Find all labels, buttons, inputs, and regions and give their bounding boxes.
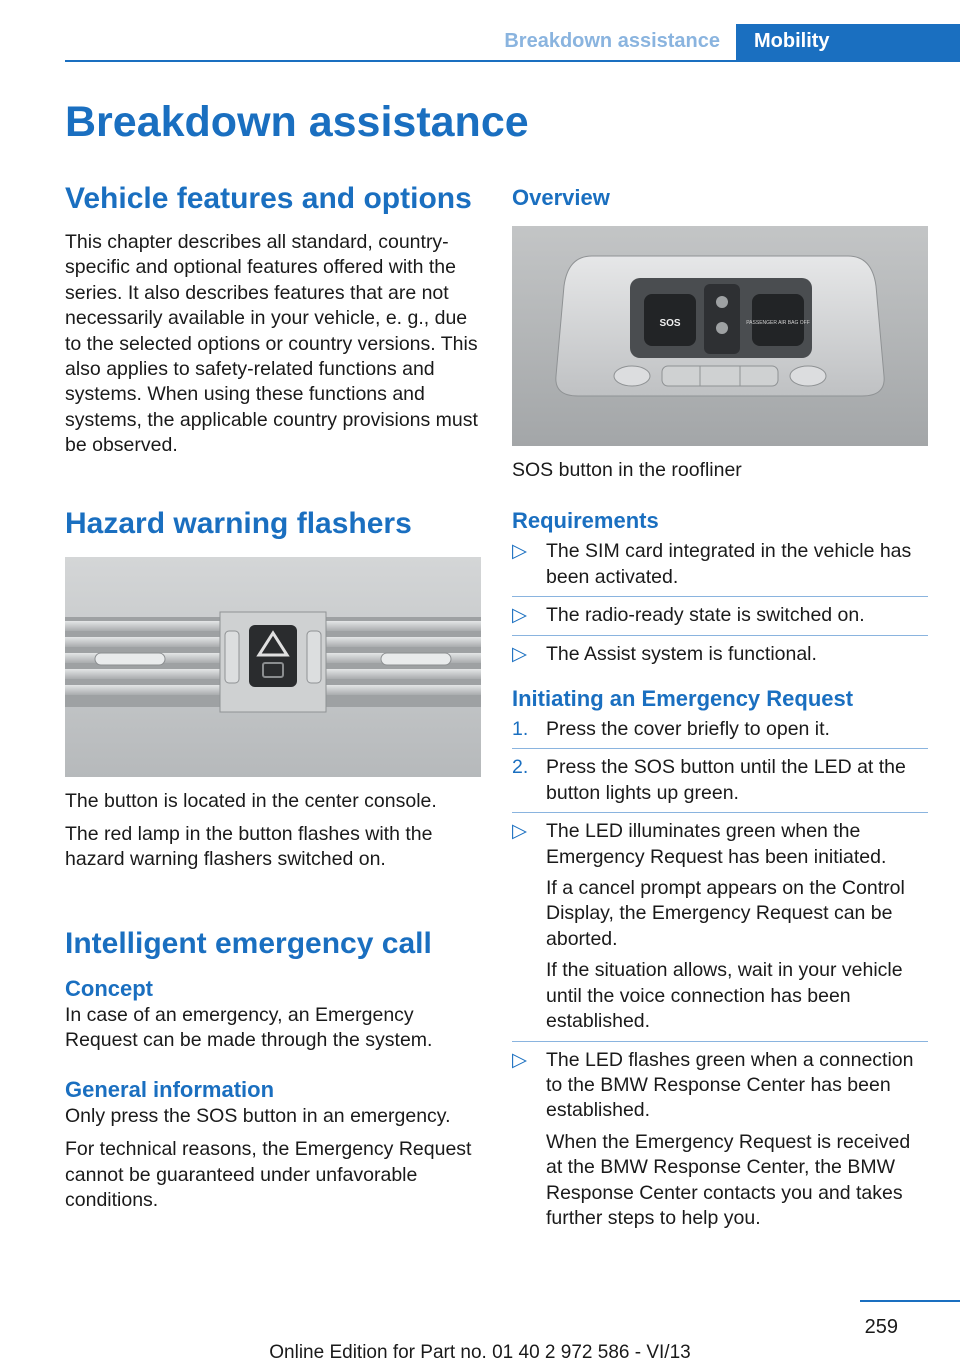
- note-sub-paragraph: When the Emergency Request is received at the BMW Response Center, the BMW Response Center contacts you and takes further steps to help you.: [546, 1130, 911, 1229]
- roofliner-illustration: [512, 226, 928, 446]
- list-divider: [512, 596, 928, 597]
- header-section-title: Breakdown assistance: [504, 30, 720, 52]
- right-column: [512, 180, 928, 1231]
- footer-rule: [860, 1300, 960, 1302]
- note-sub-paragraph: If a cancel prompt appears on the Control Display, the Emergency Request can be aborted.: [546, 877, 905, 950]
- sos-roofliner-image: [512, 226, 928, 446]
- hazard-caption-location: The button is located in the center console.: [65, 789, 437, 812]
- initiating-heading: Initiating an Emergency Request: [512, 686, 854, 712]
- requirement-text: The Assist system is functional.: [546, 642, 817, 665]
- edition-note: Online Edition for Part no. 01 40 2 972 586 - VI/13: [269, 1342, 691, 1362]
- list-item: [512, 819, 928, 870]
- list-item: [512, 717, 928, 742]
- emergency-call-heading: Intelligent emergency call: [65, 926, 432, 960]
- bullet-marker: ▷: [512, 540, 527, 563]
- list-item: [512, 755, 928, 806]
- step-marker: 1.: [512, 718, 529, 741]
- sos-button: [644, 294, 696, 346]
- step-text: Press the cover briefly to open it.: [546, 718, 830, 741]
- hazard-heading: Hazard warning flashers: [65, 506, 412, 540]
- hazard-console-illustration: [65, 557, 481, 777]
- left-column: [65, 180, 481, 1213]
- requirement-text: The SIM card integrated in the vehicle has been activated.: [546, 540, 912, 588]
- left-vent: [65, 617, 220, 707]
- general-info-p1: Only press the SOS button in an emergency.: [65, 1104, 451, 1127]
- list-item: [512, 1048, 928, 1124]
- steps-list: [512, 717, 928, 1231]
- list-divider: [512, 748, 928, 749]
- bullet-marker: ▷: [512, 642, 527, 665]
- requirements-heading: Requirements: [512, 508, 659, 534]
- vehicle-features-heading: Vehicle features and options: [65, 182, 472, 215]
- hazard-button-icon: [249, 625, 297, 687]
- concept-heading: Concept: [65, 975, 153, 1001]
- list-divider: [512, 812, 928, 813]
- bullet-marker: ▷: [512, 820, 527, 843]
- list-item: [512, 603, 928, 628]
- concept-body: In case of an emergency, an Emergency Request can be made through the system.: [65, 1003, 433, 1052]
- overview-heading: Overview: [512, 185, 610, 210]
- general-info-p2: For technical reasons, the Emergency Request cannot be guaranteed under unfavorable conditions.: [65, 1138, 472, 1211]
- page-header: [0, 24, 960, 62]
- header-chapter-tab: Mobility: [736, 24, 960, 62]
- bullet-marker: ▷: [512, 1048, 527, 1071]
- general-info-heading: General information: [65, 1076, 275, 1102]
- step-marker: 2.: [512, 756, 529, 779]
- bullet-marker: ▷: [512, 604, 527, 627]
- airbag-label: PASSENGER AIR BAG OFF: [746, 320, 810, 326]
- vehicle-features-body: This chapter describes all standard, country-specific and optional features offered with the series. It also describes features that are not necessarily available in your vehicle, e. g., due to the selected options or country versions. This also applies to safety-related functions and systems. When using these functions and systems, the applicable country provisions must be observed.: [65, 231, 478, 457]
- list-divider: [512, 635, 928, 636]
- step-text: Press the SOS button until the LED at the button lights up green.: [546, 756, 906, 804]
- page-number: 259: [864, 1316, 898, 1338]
- list-divider: [512, 1041, 928, 1042]
- passenger-airbag-indicator: [746, 294, 810, 346]
- requirements-list: [512, 539, 928, 667]
- requirement-text: The radio-ready state is switched on.: [546, 604, 865, 627]
- hazard-button-image: [65, 557, 481, 777]
- list-item: [512, 539, 928, 590]
- right-vent: [326, 617, 481, 707]
- sos-button-label: SOS: [659, 318, 681, 329]
- hazard-caption-lamp: The red lamp in the button flashes with the hazard warning flashers switched on.: [65, 823, 433, 871]
- page-title: Breakdown assistance: [65, 98, 529, 146]
- note-text: The LED flashes green when a connection to the BMW Response Center has been established.: [546, 1048, 914, 1122]
- list-item: [512, 642, 928, 667]
- sos-caption: SOS button in the roofliner: [512, 459, 742, 481]
- note-sub-paragraph: If the situation allows, wait in your vehicle until the voice connection has been established.: [546, 959, 903, 1033]
- note-text: The LED illuminates green when the Emergency Request has been initiated.: [546, 820, 887, 868]
